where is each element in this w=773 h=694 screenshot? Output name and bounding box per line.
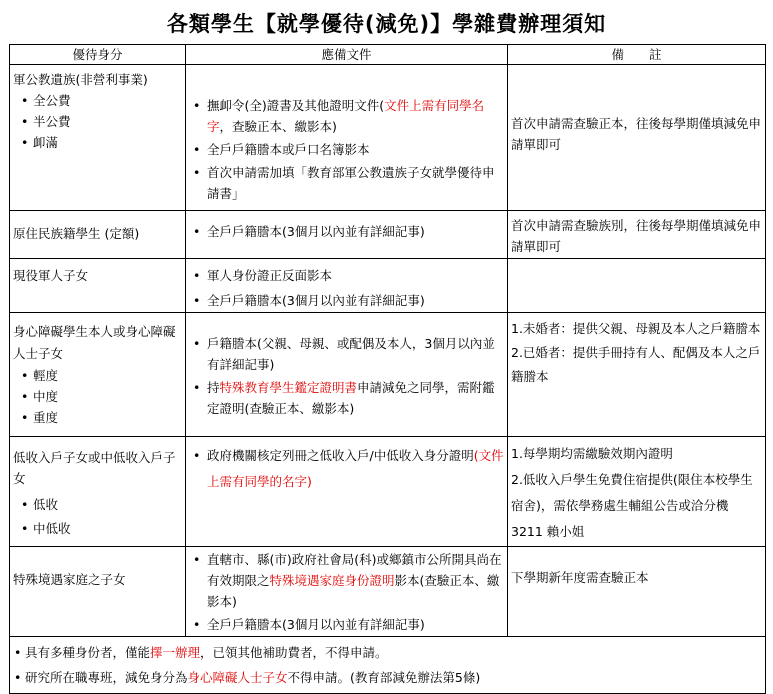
table-header-row: [10, 45, 766, 65]
table-row: [10, 65, 766, 211]
table-row: [10, 437, 766, 547]
identity-label: 軍公教遺族(非營利事業): [13, 72, 148, 87]
documents-list: [189, 549, 504, 635]
list-item: • 撫卹令(全)證書及其他證明文件(文件上需有同學名字，查驗正本、繳影本): [189, 95, 504, 137]
highlight-text: (文件上需有同學的名字): [207, 448, 504, 489]
header-documents: 應備文件: [186, 45, 508, 65]
notes-cell: [508, 259, 766, 313]
documents-cell: [186, 437, 508, 547]
documents-cell: [186, 211, 508, 259]
note-text: 1.每學期均需繳驗效期內證明: [511, 446, 673, 461]
list-item: • 半公費: [13, 111, 182, 132]
list-item: • 研究所在職專班，減免身分為身心障礙人士子女不得申請。(教育部減免辦法第5條): [13, 667, 762, 688]
notes-cell: [508, 437, 766, 547]
documents-cell: [186, 259, 508, 313]
list-item: • 戶籍謄本(父親、母親、或配偶及本人，3個月以內並有詳細記事): [189, 333, 504, 375]
identity-cell: [10, 65, 186, 211]
documents-list: [189, 265, 504, 311]
identity-sublist: [13, 493, 182, 541]
notes-cell: [508, 211, 766, 259]
documents-list: [189, 95, 504, 204]
list-item: • 全戶戶籍謄本或戶口名簿影本: [189, 139, 504, 160]
highlight-text: 擇一辦理: [150, 645, 201, 660]
table-row: [10, 547, 766, 637]
list-item: • 輕度: [13, 365, 182, 386]
identity-cell: [10, 437, 186, 547]
note-text: 2.低收入戶學生免費住宿提供(限住本校學生宿舍)，需依學務處生輔組公告或洽分機 3211 賴小姐: [511, 472, 753, 539]
note-text: 首次申請需查驗族別，往後每學期僅填減免申請單即可: [511, 218, 762, 254]
list-item: • 中低收: [13, 517, 182, 541]
documents-list: [189, 221, 504, 242]
list-item: • 全戶戶籍謄本(3個月以內並有詳細記事): [189, 290, 504, 311]
identity-label: 身心障礙學生本人或身心障礙人士子女: [13, 324, 176, 361]
list-item: • 具有多種身份者，僅能擇一辦理，已領其他補助費者，不得申請。: [13, 642, 762, 663]
list-item: • 持特殊教育學生鑑定證明書申請減免之同學，需附鑑定證明(查驗正本、繳影本): [189, 377, 504, 419]
notes-cell: [508, 313, 766, 437]
notes-cell: [508, 65, 766, 211]
identity-sublist: [13, 365, 182, 428]
list-item: • 低收: [13, 493, 182, 517]
identity-label: 低收入戶子女或中低收入戶子女: [13, 450, 176, 486]
documents-cell: [186, 65, 508, 211]
identity-cell: [10, 211, 186, 259]
identity-label: 特殊境遇家庭之子女: [13, 572, 126, 587]
note-text: 首次申請需查驗正本，往後每學期僅填減免申請單即可: [511, 116, 762, 152]
highlight-text: 特殊教育學生鑑定證明書: [219, 380, 358, 395]
highlight-text: 特殊境遇家庭身份證明: [269, 573, 395, 588]
page-title: 各類學生【就學優待(減免)】學雜費辦理須知: [166, 12, 607, 36]
list-item: • 重度: [13, 407, 182, 428]
header-notes: 備 註: [508, 45, 766, 65]
list-item: • 全戶戶籍謄本(3個月以內並有詳細記事): [189, 614, 504, 635]
list-item: • 中度: [13, 386, 182, 407]
identity-label: 現役軍人子女: [13, 268, 89, 283]
documents-list: [189, 443, 504, 495]
list-item: • 全公費: [13, 90, 182, 111]
table-row: [10, 211, 766, 259]
note-text: 1.未婚者：提供父親、母親及本人之戶籍謄本: [511, 321, 761, 336]
identity-sublist: [13, 90, 182, 153]
footer-row: [10, 637, 766, 694]
note-text: 下學期新年度需查驗正本: [511, 570, 649, 585]
list-item: • 全戶戶籍謄本(3個月以內並有詳細記事): [189, 221, 504, 242]
identity-cell: [10, 259, 186, 313]
footer-list: [13, 642, 762, 688]
highlight-text: 身心障礙人士子女: [187, 670, 288, 685]
header-identity: 優待身分: [10, 45, 186, 65]
table-row: [10, 259, 766, 313]
tuition-waiver-table: [9, 44, 766, 694]
identity-cell: [10, 313, 186, 437]
identity-label: 原住民族籍學生 (定額): [13, 226, 140, 241]
table-row: [10, 313, 766, 437]
documents-cell: [186, 313, 508, 437]
list-item: • 軍人身份證正反面影本: [189, 265, 504, 286]
identity-cell: [10, 547, 186, 637]
documents-cell: [186, 547, 508, 637]
list-item: • 政府機關核定列冊之低收入戶/中低收入身分證明(文件上需有同學的名字): [189, 443, 504, 495]
list-item: • 卹滿: [13, 132, 182, 153]
footer-cell: [10, 637, 766, 694]
note-text: 2.已婚者：提供手冊持有人、配偶及本人之戶籍謄本: [511, 345, 761, 384]
notes-cell: [508, 547, 766, 637]
list-item: • 首次申請需加填「教育部軍公教遺族子女就學優待申請書」: [189, 162, 504, 204]
highlight-text: 文件上需有同學名字: [207, 98, 485, 134]
list-item: • 直轄市、縣(市)政府社會局(科)或鄉鎮市公所開具尚在有效期限之特殊境遇家庭身份證明影本(查驗正本、繳影本): [189, 549, 504, 612]
documents-list: [189, 333, 504, 419]
